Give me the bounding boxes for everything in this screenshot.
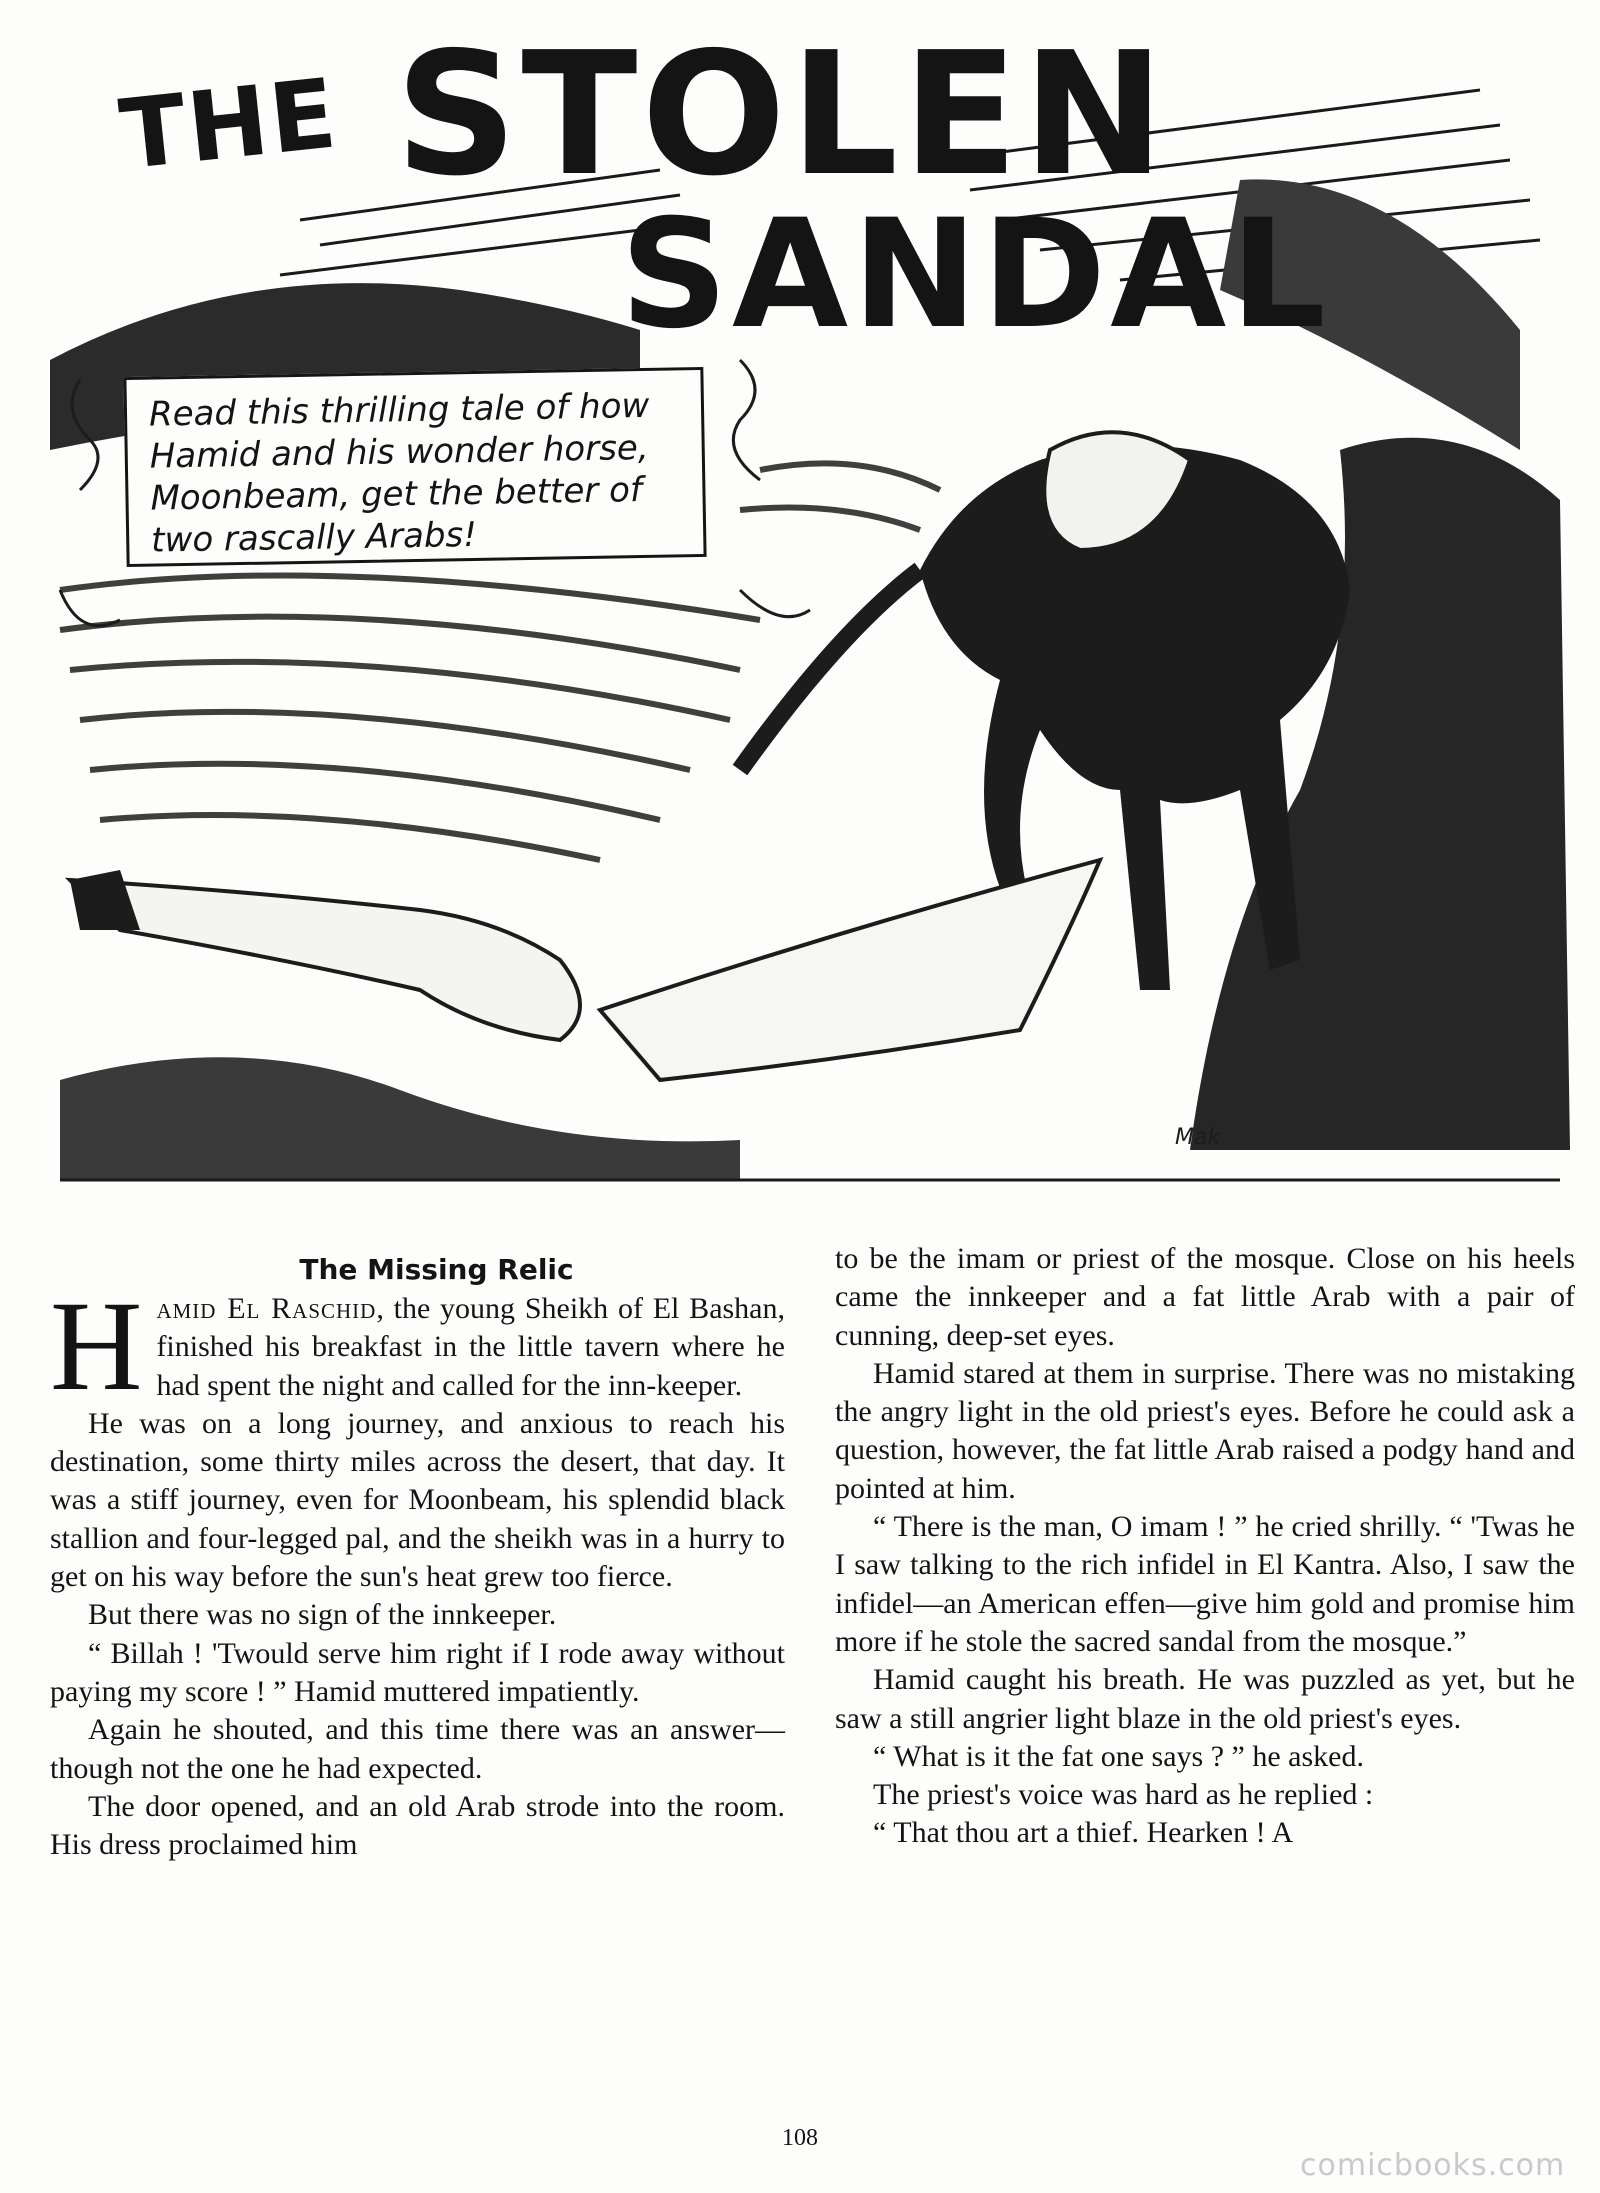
paragraph: The door opened, and an old Arab strode into the room. His dress proclaimed him xyxy=(50,1789,785,1862)
text-column-left xyxy=(50,1250,785,1864)
continuation-paragraph: to be the imam or priest of the mosque. Close on his heels came the innkeeper and a fat little Arab with a pair of cunning, deep-set eyes. xyxy=(835,1242,1575,1352)
page-number: 108 xyxy=(782,2125,818,2151)
paragraph: “ There is the man, O imam ! ” he cried shrilly. “ 'Twas he I saw talking to the rich infidel in El Kantra. Also, I saw the infidel—an American effen—give him gold and promise him more if he stole the sacred sandal from the mosque.” xyxy=(835,1510,1575,1658)
site-watermark: comicbooks.com xyxy=(1300,2148,1566,2183)
text-column-right xyxy=(835,1240,1575,1853)
paragraph: He was on a long journey, and anxious to reach his destination, some thirty miles across the desert, that day. It was a stiff journey, even for Moonbeam, his splendid black stallion and four-legged pal, and the sheikh was in a hurry to get on his way before the sun's heat grew too fierce. xyxy=(50,1406,785,1594)
paragraph: Hamid stared at them in surprise. There was no mistaking the angry light in the old priest's eyes. Before he could ask a question, however, the fat little Arab raised a podgy hand and pointed at him. xyxy=(835,1356,1575,1505)
title-stolen: STOLEN xyxy=(395,16,1169,214)
title-sandal: SANDAL xyxy=(620,188,1330,362)
paragraph: Hamid caught his breath. He was puzzled as yet, but he saw a still angrier light blaze in the old priest's eyes. xyxy=(835,1663,1575,1735)
title-the: THE xyxy=(115,57,343,192)
opening-text: , the young Sheikh of El Bashan, finished his breakfast in the little tavern where he had spent the night and called for the inn-keeper. xyxy=(156,1292,785,1402)
paragraph: The priest's voice was hard as he replied : xyxy=(873,1778,1374,1812)
teaser-caption: Read this thrilling tale of how Hamid and his wonder horse, Moonbeam, get the better of two rascally Arabs! xyxy=(123,367,706,567)
paragraph: But there was no sign of the innkeeper. xyxy=(88,1598,557,1632)
paragraph: “ Billah ! 'Twould serve him right if I rode away without paying my score ! ” Hamid muttered impatiently. xyxy=(50,1636,785,1708)
section-heading: The Missing Relic xyxy=(299,1253,574,1286)
opening-paragraph xyxy=(50,1275,785,1417)
artist-signature: Mak xyxy=(1175,1125,1221,1150)
paragraph: Again he shouted, and this time there was an answer—though not the one he had expected. xyxy=(50,1713,785,1785)
paragraph: “ What is it the fat one says ? ” he asked. xyxy=(873,1739,1364,1773)
drop-cap: H xyxy=(50,1275,143,1417)
paragraph: “ That thou art a thief. Hearken ! A xyxy=(873,1816,1294,1850)
opening-name: amid El Raschid xyxy=(156,1292,377,1325)
